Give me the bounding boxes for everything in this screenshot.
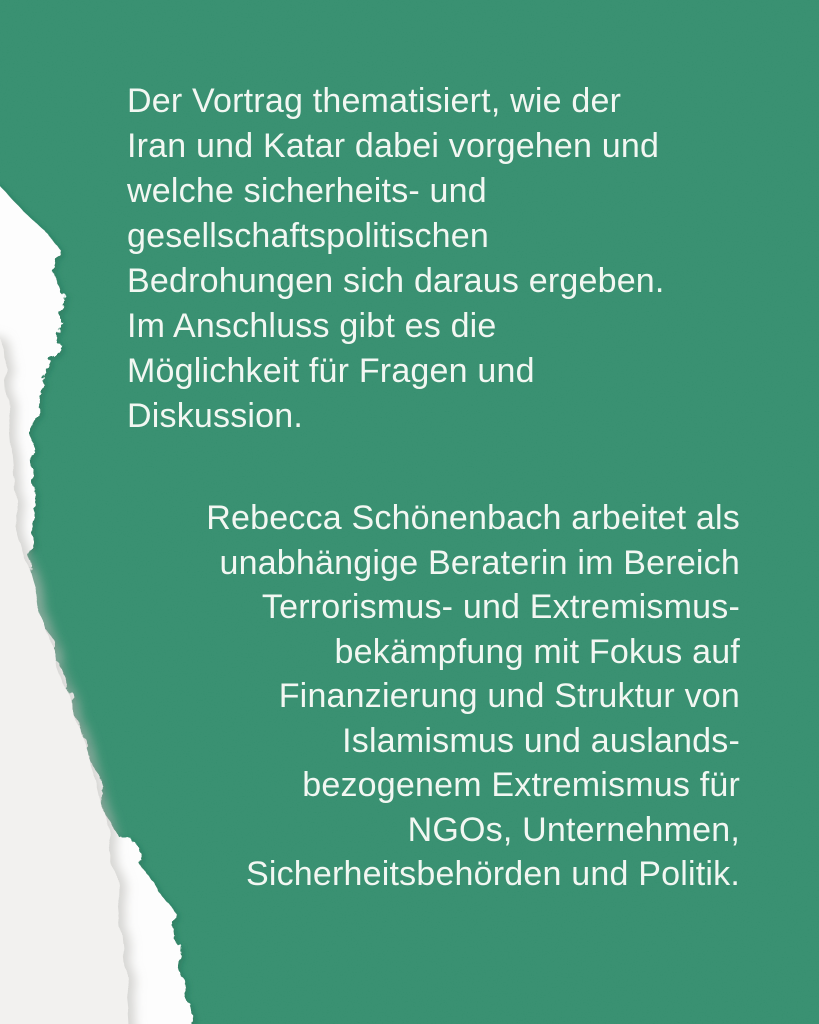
bio-line-9: Sicherheitsbehörden und Politik. xyxy=(245,855,740,893)
intro-line-2: Iran und Katar dabei vorgehen und xyxy=(127,127,660,165)
intro-line-3: welche sicherheits- und xyxy=(127,172,487,210)
intro-line-8: Diskussion. xyxy=(127,397,304,435)
bio-line-7: bezogenem Extremismus für xyxy=(302,766,740,804)
bio-line-6: Islamismus und auslands- xyxy=(342,721,740,760)
intro-line-1: Der Vortrag thematisiert, wie der xyxy=(127,82,622,120)
bio-paragraph xyxy=(206,496,740,897)
bio-line-2: unabhängige Beraterin im Bereich xyxy=(219,543,740,582)
intro-paragraph xyxy=(127,79,665,439)
bio-line-3: Terrorismus- und Extremismus- xyxy=(261,588,740,626)
bio-line-8: NGOs, Unternehmen, xyxy=(407,810,740,849)
bio-line-5: Finanzierung und Struktur von xyxy=(278,677,740,715)
intro-line-6: Im Anschluss gibt es die xyxy=(127,307,497,345)
intro-line-5: Bedrohungen sich daraus ergeben. xyxy=(127,262,665,300)
bio-line-1: Rebecca Schönenbach arbeitet als xyxy=(206,499,740,537)
bio-line-4: bekämpfung mit Fokus auf xyxy=(334,632,740,671)
intro-line-7: Möglichkeit für Fragen und xyxy=(127,352,535,390)
intro-line-4: gesellschaftspolitischen xyxy=(127,217,489,255)
